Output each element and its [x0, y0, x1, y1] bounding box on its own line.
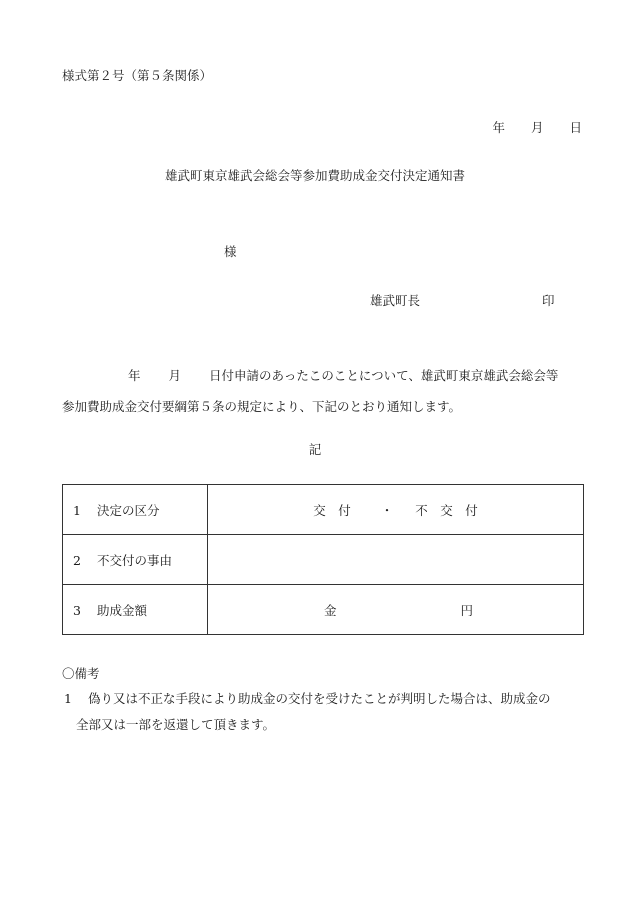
option-no-grant: 不 交 付 — [415, 502, 478, 518]
row-label-text: 決定の区分 — [97, 502, 160, 518]
amount-suffix: 円 — [460, 602, 473, 618]
option-grant: 交 付 — [313, 502, 351, 518]
notice-body — [62, 360, 584, 422]
row-number: 3 — [73, 602, 81, 618]
amount-cell — [208, 585, 584, 635]
body-year-label: 年 — [128, 368, 141, 383]
form-number: 様式第２号（第５条関係） — [62, 68, 213, 83]
decision-cell — [208, 485, 584, 535]
date-day-label: 日 — [569, 120, 582, 135]
document-title: 雄武町東京雄武会総会等参加費助成金交付決定通知書 — [164, 168, 465, 183]
row-label-text: 助成金額 — [97, 602, 148, 618]
row-number: 1 — [73, 502, 81, 518]
table-row — [63, 485, 584, 535]
note-text-line-1: 偽り又は不正な手段により助成金の交付を受けたことが判明した場合は、助成金の — [88, 691, 551, 706]
amount-prefix: 金 — [324, 602, 337, 618]
row-number: 2 — [73, 552, 81, 568]
ki-heading: 記 — [308, 442, 322, 457]
note-number: 1 — [64, 691, 72, 706]
row-label — [63, 485, 208, 535]
table-row — [63, 585, 584, 635]
table-row — [63, 535, 584, 585]
body-month-label: 月 — [168, 368, 182, 383]
date-month-label: 月 — [530, 120, 544, 135]
row-label — [63, 535, 208, 585]
row-label — [63, 585, 208, 635]
option-separator: ・ — [380, 502, 394, 518]
reason-cell — [208, 535, 584, 585]
notice-body-line-2: 参加費助成金交付要綱第５条の規定により、下記のとおり通知します。 — [62, 399, 462, 414]
row-label-text: 不交付の事由 — [97, 552, 173, 568]
decision-table — [62, 484, 584, 635]
notice-body-line-1 — [62, 360, 584, 391]
issuer-name: 雄武町長 — [370, 293, 421, 308]
note-text-line-2: 全部又は一部を返還して頂きます。 — [76, 717, 276, 732]
body-line1-text: 日付申請のあったこのことについて、雄武町東京雄武会総会等 — [209, 368, 559, 383]
seal-mark: 印 — [542, 293, 555, 308]
addressee-suffix: 様 — [224, 244, 237, 259]
notes-heading: 〇備考 — [62, 666, 100, 681]
date-year-label: 年 — [492, 120, 505, 135]
note-item — [64, 686, 586, 738]
date-line — [492, 118, 582, 136]
